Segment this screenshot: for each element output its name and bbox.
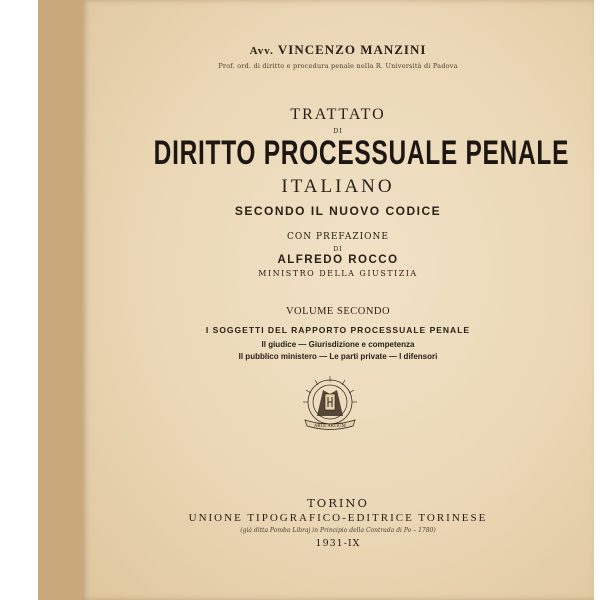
volume-contents-line-1: Il giudice — Giurisdizione e competenza — [261, 340, 415, 349]
publication-year: 1931-IX — [315, 538, 361, 549]
volume-subject: I SOGGETTI DEL RAPPORTO PROCESSUALE PENALE — [205, 325, 471, 335]
publisher-name: UNIONE TIPOGRAFICO-EDITRICE TORINESE — [188, 512, 488, 524]
volume-contents-line-2: Il pubblico ministero — Le parti private — I difensori — [238, 352, 438, 361]
preface-role: MINISTRO DELLA GIUSTIZIA — [258, 269, 418, 278]
preface-label: CON PREFAZIONE — [287, 232, 389, 242]
preface-author: ALFREDO ROCCO — [277, 254, 399, 266]
main-title: DIRITTO PROCESSUALE PENALE — [153, 134, 570, 172]
publisher-address: (già ditta Pomba Libraj in Principio della Contrada di Po – 1780) — [240, 527, 436, 534]
author-name: VINCENZO MANZINI — [277, 42, 427, 57]
preface-di: DI — [333, 246, 343, 253]
emblem-motto: ARTE ARTIUM — [314, 423, 346, 428]
author-credentials: Prof. ord. di diritto e procedura penale nella R. Università di Padova — [218, 62, 458, 70]
publisher-emblem-icon — [295, 372, 365, 442]
title-country: ITALIANO — [281, 176, 395, 197]
author-line — [82, 42, 594, 58]
title-di: DI — [333, 128, 343, 135]
title-page — [82, 0, 594, 600]
book — [38, 0, 570, 600]
title-pre: TRATTATO — [290, 106, 386, 123]
title-edition: SECONDO IL NUOVO CODICE — [234, 204, 442, 218]
volume-label: VOLUME SECONDO — [285, 306, 391, 317]
publisher-city: TORINO — [307, 496, 369, 510]
author-prefix: Avv. — [249, 45, 274, 57]
emblem-graphic — [295, 372, 365, 442]
